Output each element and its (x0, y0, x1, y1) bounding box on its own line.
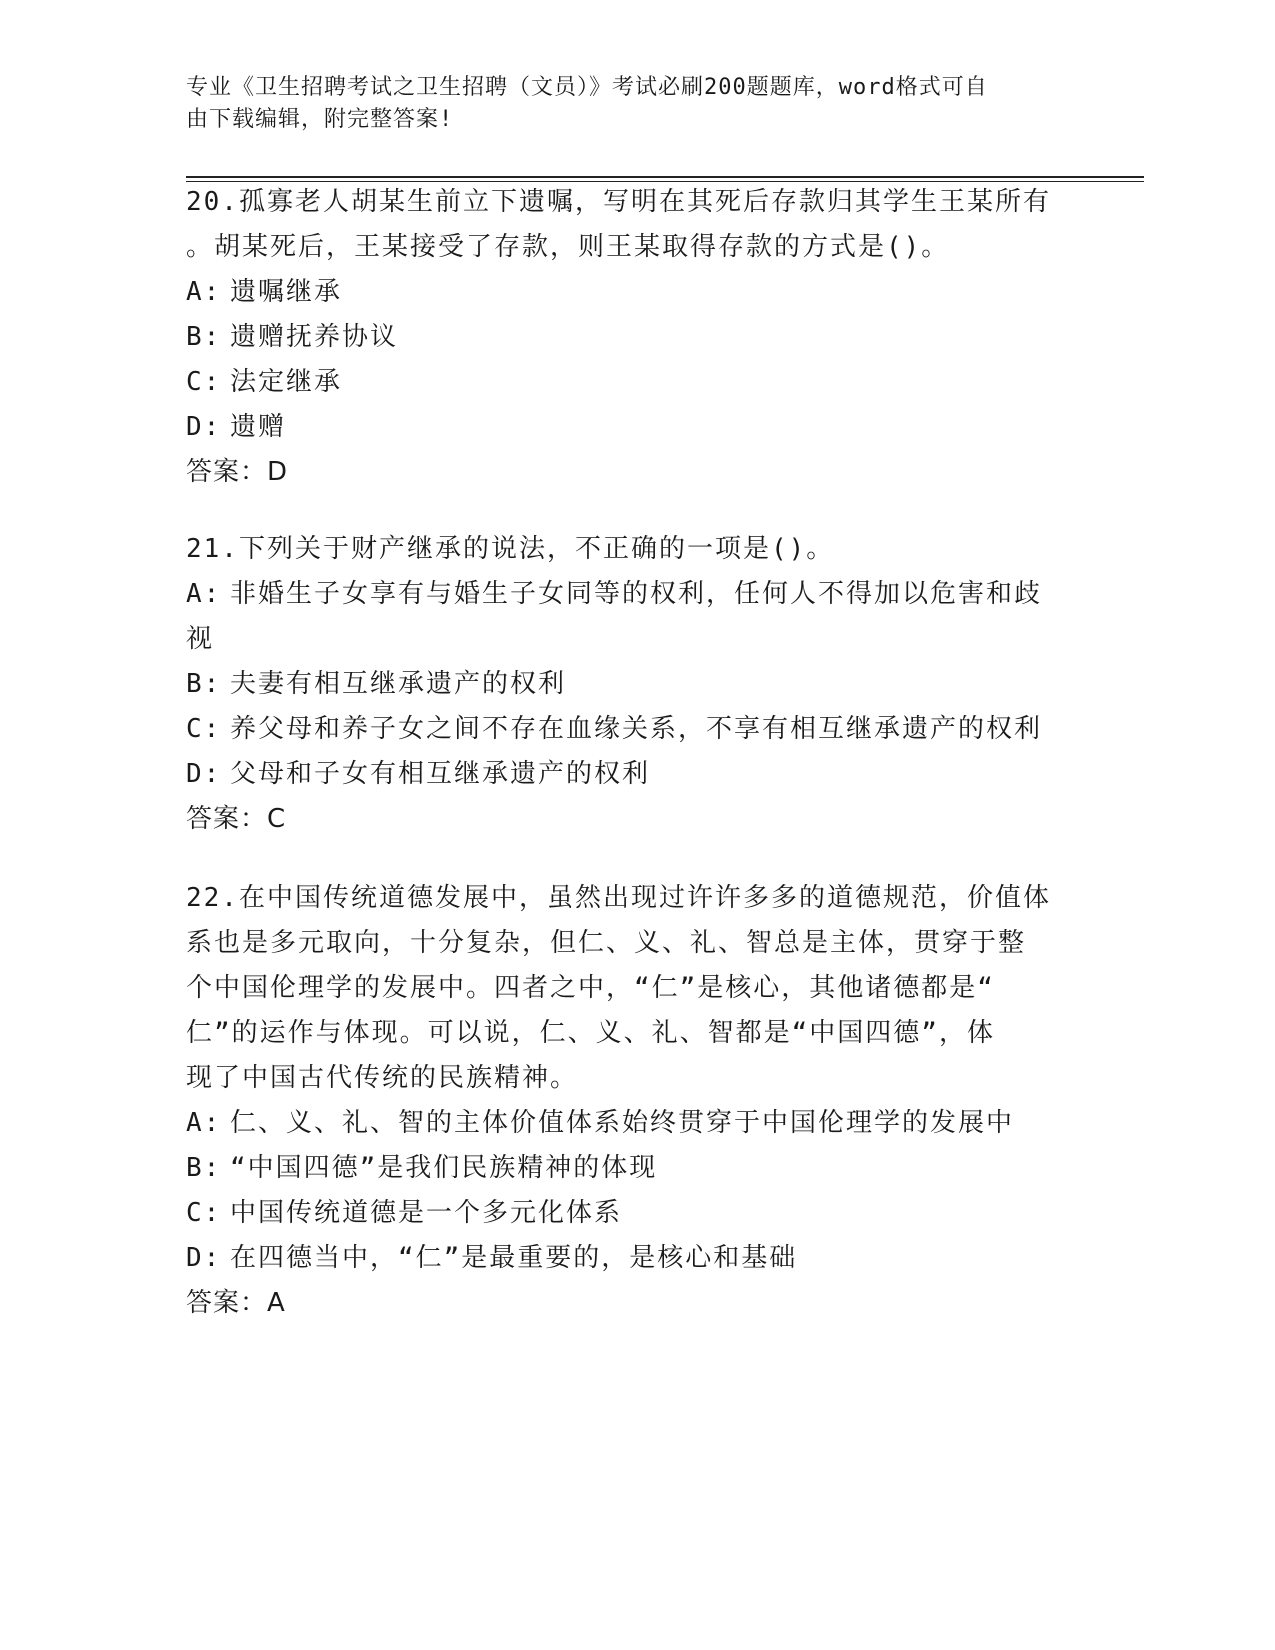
option-text: 遗赠抚养协议 (230, 322, 399, 352)
option-b (186, 1146, 1066, 1191)
option-letter: A: (186, 579, 222, 609)
option-b (186, 315, 1066, 360)
option-a-continuation: 视 (186, 624, 215, 654)
option-text: 遗赠 (230, 412, 287, 442)
option-letter: C: (186, 714, 222, 744)
question-20 (186, 180, 1066, 495)
option-a (186, 270, 1066, 315)
option-d (186, 752, 1066, 797)
option-c (186, 1191, 1066, 1236)
question-21 (186, 527, 1066, 842)
header-divider-thick (186, 176, 1144, 178)
question-text-line: 系也是多元取向，十分复杂，但仁、义、礼、智总是主体，贯穿于整 (186, 928, 1027, 958)
question-text-line: 现了中国古代传统的民族精神。 (186, 1063, 579, 1093)
option-text: 夫妻有相互继承遗产的权利 (230, 669, 567, 699)
option-text: 遗嘱继承 (230, 277, 343, 307)
question-text-line: 20.孤寡老人胡某生前立下遗嘱，写明在其死后存款归其学生王某所有 (186, 187, 1051, 217)
answer: 答案：C (186, 804, 287, 834)
option-c (186, 707, 1066, 752)
option-letter: C: (186, 1198, 222, 1228)
answer: 答案：A (186, 1288, 286, 1318)
option-d (186, 405, 1066, 450)
header-line-1: 专业《卫生招聘考试之卫生招聘（文员）》考试必刷200题题库，word格式可自 (186, 75, 988, 100)
question-text-line: 。胡某死后，王某接受了存款，则王某取得存款的方式是()。 (186, 232, 950, 262)
option-letter: B: (186, 322, 222, 352)
option-letter: A: (186, 277, 222, 307)
option-text: 非婚生子女享有与婚生子女同等的权利，任何人不得加以危害和歧 (230, 579, 1043, 609)
option-a (186, 572, 1066, 617)
option-d (186, 1236, 1066, 1281)
option-text: 法定继承 (230, 367, 343, 397)
option-letter: D: (186, 1243, 222, 1273)
option-text: “中国四德”是我们民族精神的体现 (230, 1153, 658, 1183)
option-letter: A: (186, 1108, 222, 1138)
option-a (186, 1101, 1066, 1146)
option-text: 在四德当中，“仁”是最重要的，是核心和基础 (230, 1243, 798, 1273)
option-text: 中国传统道德是一个多元化体系 (230, 1198, 623, 1228)
question-text-line: 21.下列关于财产继承的说法，不正确的一项是()。 (186, 534, 835, 564)
option-letter: C: (186, 367, 222, 397)
option-text: 养父母和养子女之间不存在血缘关系，不享有相互继承遗产的权利 (230, 714, 1043, 744)
header-line-2: 由下载编辑，附完整答案! (186, 107, 454, 132)
option-letter: D: (186, 759, 222, 789)
question-text-line: 仁”的运作与体现。可以说，仁、义、礼、智都是“中国四德”，体 (186, 1018, 995, 1048)
question-text-line: 个中国伦理学的发展中。四者之中，“仁”是核心，其他诸德都是“ (186, 973, 995, 1003)
question-text-line: 22.在中国传统道德发展中，虽然出现过许许多多的道德规范，价值体 (186, 883, 1051, 913)
document-header (186, 72, 1066, 136)
option-text: 父母和子女有相互继承遗产的权利 (230, 759, 651, 789)
option-b (186, 662, 1066, 707)
option-letter: D: (186, 412, 222, 442)
option-letter: B: (186, 669, 222, 699)
answer: 答案：D (186, 457, 289, 487)
question-22 (186, 876, 1066, 1326)
option-text: 仁、义、礼、智的主体价值体系始终贯穿于中国伦理学的发展中 (230, 1108, 1015, 1138)
option-letter: B: (186, 1153, 222, 1183)
option-c (186, 360, 1066, 405)
